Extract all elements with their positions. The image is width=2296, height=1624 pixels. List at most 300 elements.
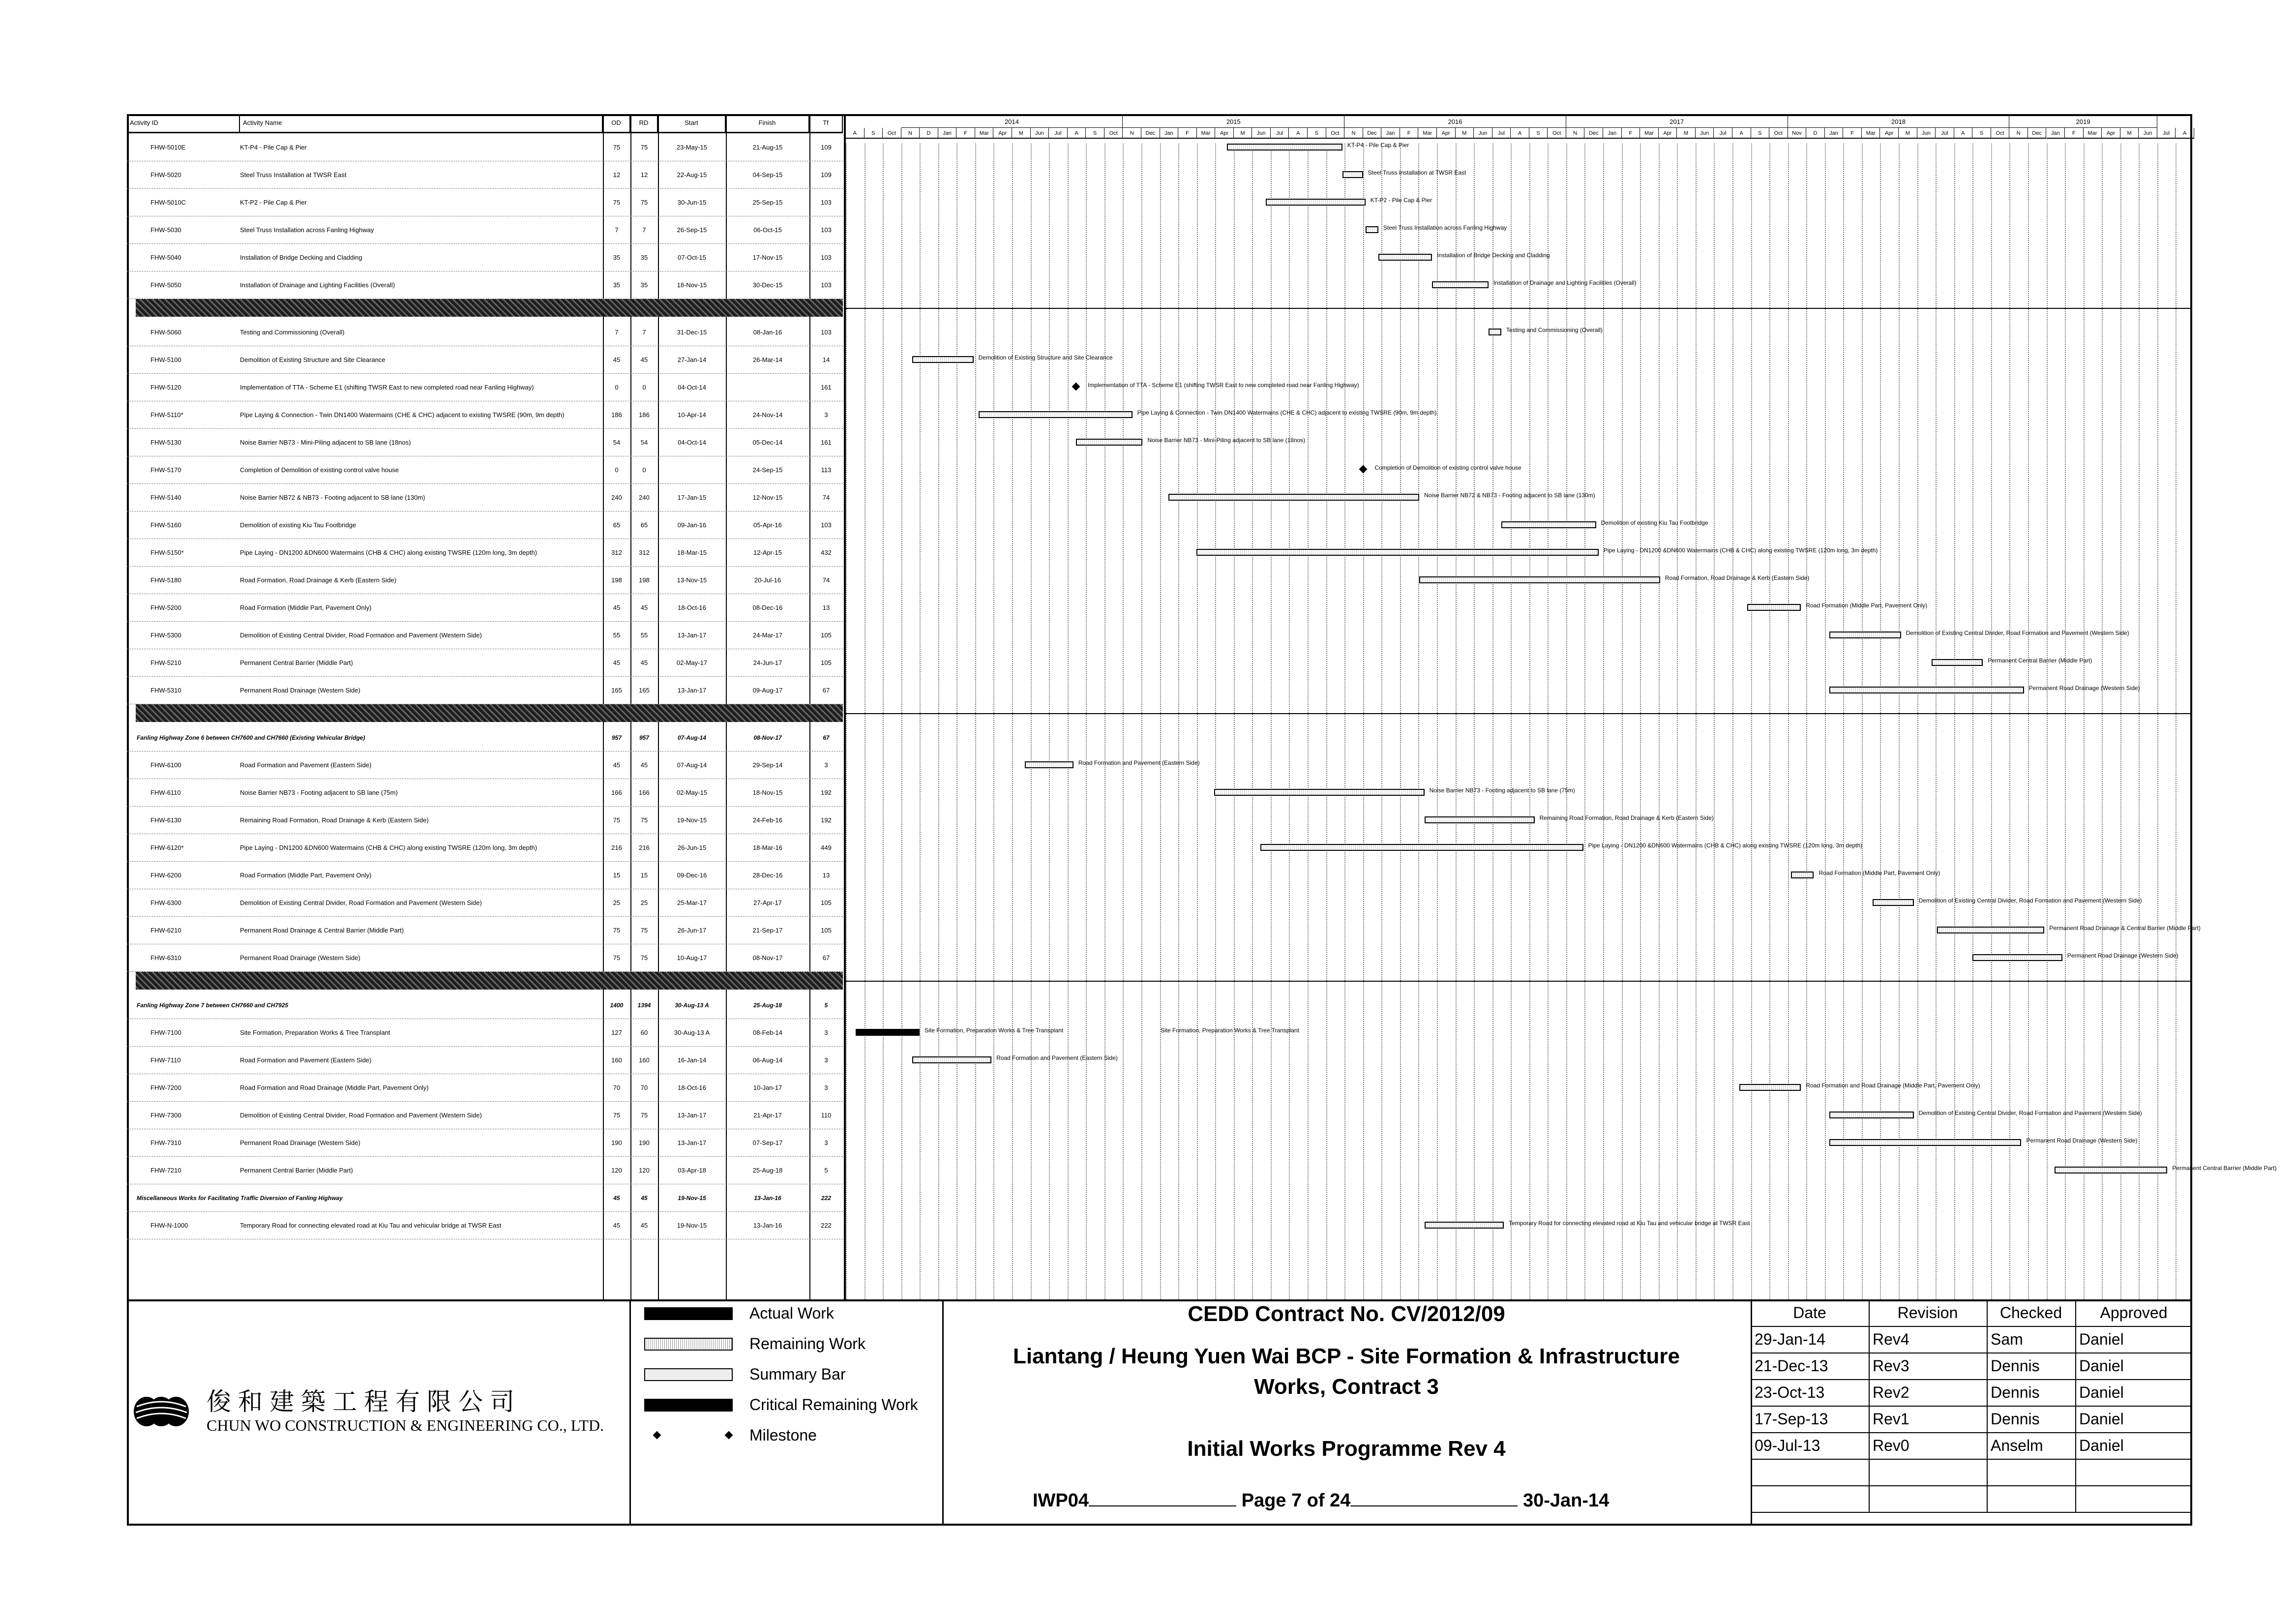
activity-od: 160: [611, 1056, 622, 1064]
activity-tf: 109: [821, 144, 832, 151]
revision-cell: Sam: [1991, 1330, 2023, 1348]
activity-name: Permanent Road Drainage (Western Side): [240, 687, 360, 694]
activity-rd: 7: [642, 226, 646, 234]
revision-cell: Daniel: [2079, 1330, 2124, 1348]
activity-rd: 12: [640, 171, 648, 179]
activity-od: 957: [611, 734, 622, 741]
revision-header: Revision: [1897, 1304, 1958, 1322]
activity-bar[interactable]: [856, 1029, 920, 1036]
revision-row-line: [1751, 1512, 2192, 1513]
header-divider: [127, 132, 843, 133]
activity-tf: 103: [821, 199, 832, 206]
activity-id: FHW-7200: [150, 1084, 181, 1091]
month-label: Jun: [1031, 128, 1049, 139]
company-name-en: CHUN WO CONSTRUCTION & ENGINEERING CO., LTD.: [207, 1416, 604, 1434]
month-gridline: [2028, 144, 2029, 1299]
activity-finish: 25-Aug-18: [752, 1167, 783, 1174]
activity-rd: 60: [640, 1029, 648, 1036]
company-logo: [132, 1392, 191, 1431]
activity-name: Noise Barrier NB73 - Mini-Piling adjacent to SB lane (18nos): [240, 439, 411, 446]
activity-bar[interactable]: [1076, 439, 1142, 446]
activity-finish: 28-Dec-16: [752, 872, 783, 879]
month-gridline: [1197, 144, 1198, 1299]
activity-bar[interactable]: [1214, 789, 1424, 796]
bar-label: Noise Barrier NB72 & NB73 - Footing adjacent to SB lane (130m): [1424, 492, 1595, 499]
month-gridline: [1788, 144, 1789, 1299]
bar-label: Road Formation, Road Drainage & Kerb (Eastern Side): [1665, 574, 1810, 581]
activity-row[interactable]: [127, 1047, 843, 1074]
month-gridline: [1843, 144, 1844, 1299]
activity-finish: 08-Dec-16: [752, 604, 783, 611]
activity-bar[interactable]: [1873, 899, 1913, 906]
activity-od: 45: [613, 761, 621, 769]
activity-finish: 04-Sep-15: [752, 171, 783, 179]
month-label: Jul: [2157, 128, 2176, 139]
activity-row[interactable]: [127, 189, 843, 216]
month-gridline: [2047, 144, 2048, 1299]
activity-bar[interactable]: [912, 356, 974, 363]
month-gridline: [1899, 144, 1900, 1299]
activity-bar[interactable]: [1829, 1112, 1914, 1118]
activity-row[interactable]: [127, 346, 843, 374]
month-label: S: [1529, 128, 1548, 139]
activity-od: 70: [613, 1084, 621, 1091]
revision-cell: 29-Jan-14: [1755, 1330, 1826, 1348]
activity-rd: 75: [640, 816, 648, 824]
activity-row[interactable]: [127, 752, 843, 779]
activity-row[interactable]: [127, 401, 843, 429]
activity-od: 198: [611, 576, 622, 584]
activity-name: Testing and Commissioning (Overall): [240, 329, 345, 336]
activity-bar[interactable]: [1489, 329, 1501, 335]
activity-row[interactable]: [127, 456, 843, 484]
activity-tf: 5: [824, 1167, 828, 1174]
activity-bar[interactable]: [1260, 844, 1583, 851]
activity-tf: 67: [822, 687, 830, 694]
activity-finish: 12-Nov-15: [752, 494, 783, 501]
activity-row[interactable]: [127, 622, 843, 649]
bar-label: Pipe Laying - DN1200 &DN600 Watermains (CHB & CHC) along existing TWSRE (120m long, 3m depth): [1603, 547, 1878, 554]
revision-cell: Daniel: [2079, 1437, 2124, 1454]
activity-row[interactable]: [127, 484, 843, 511]
activity-bar[interactable]: [1378, 254, 1432, 261]
month-label: A: [1954, 128, 1973, 139]
issue-date: 30-Jan-14: [1522, 1490, 1610, 1511]
activity-name: Permanent Central Barrier (Middle Part): [240, 1167, 353, 1174]
activity-id: FHW-5010C: [150, 199, 186, 206]
month-gridline: [1972, 144, 1973, 1299]
month-gridline: [1732, 144, 1733, 1299]
activity-row[interactable]: [127, 216, 843, 244]
month-label: A: [1068, 128, 1086, 139]
month-gridline: [993, 144, 994, 1299]
activity-start: 19-Nov-15: [677, 816, 707, 824]
month-label: A: [1732, 128, 1751, 139]
milestone-icon[interactable]: [1359, 465, 1367, 474]
activity-bar[interactable]: [1932, 659, 1983, 666]
activity-start: 13-Jan-17: [677, 687, 707, 694]
activity-row[interactable]: [127, 724, 843, 752]
month-gridline: [1086, 144, 1087, 1299]
activity-bar[interactable]: [1501, 521, 1596, 528]
month-gridline: [1215, 144, 1216, 1299]
month-label: Jun: [1474, 128, 1492, 139]
activity-od: 216: [611, 844, 622, 851]
activity-finish: 08-Nov-17: [752, 954, 783, 962]
activity-row[interactable]: [127, 779, 843, 807]
activity-bar[interactable]: [1366, 226, 1378, 233]
activity-name: Implementation of TTA - Scheme E1 (shifting TWSR East to new completed road near Fanling Highway): [240, 384, 534, 391]
month-gridline: [956, 144, 957, 1299]
activity-rd: 240: [639, 494, 650, 501]
activity-finish: 29-Sep-14: [752, 761, 783, 769]
activity-id: FHW-6210: [150, 927, 181, 934]
activity-row[interactable]: [127, 992, 843, 1019]
activity-od: 45: [613, 659, 621, 666]
activity-row[interactable]: [127, 539, 843, 567]
activity-finish: 13-Jan-16: [754, 1195, 781, 1202]
month-label: Jun: [2139, 128, 2157, 139]
month-label: Jul: [1049, 128, 1068, 139]
month-label: M: [2120, 128, 2139, 139]
bar-label: Permanent Road Drainage (Western Side): [2067, 952, 2178, 959]
activity-id: FHW-5120: [150, 384, 181, 391]
activity-id: FHW-5180: [150, 576, 181, 584]
activity-start: 03-Apr-18: [678, 1167, 706, 1174]
activity-tf: 3: [824, 1084, 828, 1091]
activity-od: 1400: [610, 1002, 624, 1009]
activity-od: 45: [613, 1222, 621, 1229]
activity-row[interactable]: [127, 1102, 843, 1129]
month-gridline: [1234, 144, 1235, 1299]
month-gridline: [1862, 144, 1863, 1299]
month-label: M: [1677, 128, 1696, 139]
month-label: Jul: [1714, 128, 1732, 139]
activity-start: 18-Oct-16: [678, 1084, 706, 1091]
revision-cell: 17-Sep-13: [1755, 1410, 1828, 1428]
month-gridline: [1252, 144, 1253, 1299]
activity-od: 75: [613, 199, 621, 206]
activity-finish: 26-Mar-14: [753, 356, 782, 363]
bar-label: KT-P2 - Pile Cap & Pier: [1370, 197, 1432, 204]
month-label: Oct: [1769, 128, 1788, 139]
activity-row[interactable]: [127, 161, 843, 189]
activity-od: 7: [615, 329, 619, 336]
month-label: Jul: [1936, 128, 1954, 139]
month-label: Mar: [1197, 128, 1216, 139]
revision-row-line: [1751, 1459, 2192, 1460]
activity-bar[interactable]: [1432, 281, 1489, 288]
activity-start: 31-Dec-15: [677, 329, 707, 336]
activity-bar[interactable]: [1227, 144, 1342, 150]
month-label: Oct: [1326, 128, 1345, 139]
activity-id: FHW-6110: [150, 789, 181, 796]
activity-finish: 06-Oct-15: [753, 226, 782, 234]
activity-bar[interactable]: [1025, 761, 1073, 768]
activity-name: Temporary Road for connecting elevated road at Kiu Tau and vehicular bridge at TWSR East: [240, 1222, 502, 1229]
month-gridline: [1677, 144, 1678, 1299]
activity-tf: 103: [821, 281, 832, 289]
activity-rd: 186: [639, 411, 650, 419]
month-gridline: [2157, 144, 2158, 1299]
activity-row[interactable]: [127, 1157, 843, 1184]
month-label: N: [1566, 128, 1585, 139]
month-gridline: [1917, 144, 1918, 1299]
month-label: Apr: [1659, 128, 1677, 139]
activity-od: 240: [611, 494, 622, 501]
month-label: Apr: [1215, 128, 1234, 139]
activity-bar[interactable]: [1791, 872, 1814, 878]
activity-tf: 3: [824, 1056, 828, 1064]
bar-label: Road Formation and Pavement (Eastern Side): [996, 1054, 1118, 1061]
activity-row[interactable]: [127, 244, 843, 271]
bar-label: Noise Barrier NB73 - Mini-Piling adjacent to SB lane (18nos): [1147, 437, 1306, 444]
activity-row[interactable]: [127, 1212, 843, 1239]
milestone-icon[interactable]: [1072, 383, 1080, 391]
activity-bar[interactable]: [1419, 576, 1660, 583]
activity-od: 55: [613, 632, 621, 639]
summary-name: Miscellaneous Works for Facilitating Traffic Diversion of Fanling Highway: [137, 1195, 343, 1202]
month-gridline: [1714, 144, 1715, 1299]
activity-finish: 21-Sep-17: [752, 927, 783, 934]
activity-bar[interactable]: [1829, 632, 1901, 638]
activity-bar[interactable]: [1972, 954, 2062, 961]
activity-bar[interactable]: [1739, 1084, 1801, 1091]
activity-finish: [726, 374, 809, 401]
activity-row[interactable]: [127, 889, 843, 917]
gantt-chart: [844, 114, 2277, 1299]
activity-id: FHW-5050: [150, 281, 181, 289]
activity-name: Steel Truss Installation at TWSR East: [240, 171, 347, 179]
activity-rd: 45: [640, 761, 648, 769]
activity-id: FHW-5300: [150, 632, 181, 639]
activity-rd: 75: [640, 927, 648, 934]
bar-label: Demolition of Existing Central Divider, Road Formation and Pavement (Western Side): [1918, 897, 2142, 904]
activity-id: FHW-5200: [150, 604, 181, 611]
activity-finish: 08-Feb-14: [753, 1029, 782, 1036]
activity-id: FHW-7210: [150, 1167, 181, 1174]
activity-bar[interactable]: [1196, 549, 1599, 556]
activity-row[interactable]: [127, 1184, 843, 1212]
header-od: OD: [603, 114, 630, 132]
year-label: 2015: [1123, 116, 1344, 128]
activity-id: FHW-7110: [150, 1056, 181, 1064]
activity-row[interactable]: [127, 834, 843, 862]
summary-name: Fanling Highway Zone 7 between CH7660 and CH7925: [137, 1002, 289, 1009]
activity-start: 10-Aug-17: [677, 954, 707, 962]
bar-label: Site Formation, Preparation Works & Tree Transplant: [1161, 1027, 1299, 1034]
activity-row[interactable]: [127, 271, 843, 299]
activity-row[interactable]: [127, 319, 843, 346]
month-gridline: [1326, 144, 1327, 1299]
revision-cell: Rev4: [1873, 1330, 1909, 1348]
activity-row[interactable]: [127, 677, 843, 704]
activity-start: 04-Oct-14: [678, 439, 706, 446]
revision-header: Checked: [1999, 1304, 2062, 1322]
activity-id: FHW-5060: [150, 329, 181, 336]
activity-tf: 103: [821, 254, 832, 261]
bar-label: Steel Truss Installation across Fanling Highway: [1383, 224, 1507, 231]
month-gridline: [1511, 144, 1512, 1299]
activity-row[interactable]: [127, 1019, 843, 1047]
legend-summary-swatch: [644, 1368, 733, 1381]
activity-finish: 12-Apr-15: [753, 549, 782, 556]
activity-od: 0: [615, 384, 619, 391]
activity-tf: 110: [821, 1112, 832, 1119]
activity-row[interactable]: [127, 1129, 843, 1157]
activity-id: FHW-6130: [150, 816, 181, 824]
activity-bar[interactable]: [1829, 1139, 2022, 1146]
month-label: A: [1511, 128, 1529, 139]
month-gridline: [1566, 144, 1567, 1299]
activity-finish: 30-Dec-15: [752, 281, 783, 289]
activity-row[interactable]: [127, 374, 843, 401]
header-start: Start: [658, 114, 726, 132]
activity-bar[interactable]: [1425, 816, 1535, 823]
activity-tf: 3: [824, 1139, 828, 1146]
activity-start: 22-Aug-15: [677, 171, 707, 179]
bar-label: Permanent Central Barrier (Middle Part): [2172, 1165, 2277, 1172]
month-label: Dec: [1584, 128, 1603, 139]
activity-rd: 75: [640, 199, 648, 206]
activity-row[interactable]: [127, 807, 843, 834]
activity-bar[interactable]: [979, 411, 1133, 418]
activity-row[interactable]: [127, 134, 843, 161]
activity-bar[interactable]: [2055, 1167, 2167, 1173]
activity-finish: 25-Sep-15: [752, 199, 783, 206]
activity-row[interactable]: [127, 649, 843, 677]
activity-bar[interactable]: [1747, 604, 1801, 611]
activity-bar[interactable]: [1168, 494, 1420, 501]
month-label: A: [1289, 128, 1308, 139]
activity-tf: 161: [821, 384, 832, 391]
month-label: F: [1400, 128, 1419, 139]
revision-cell: 09-Jul-13: [1755, 1437, 1820, 1454]
bar-label: Testing and Commissioning (Overall): [1506, 327, 1603, 333]
activity-bar[interactable]: [912, 1056, 992, 1063]
activity-finish: 05-Dec-14: [752, 439, 783, 446]
activity-id: FHW-6200: [150, 872, 181, 879]
project-title-line2: Works, Contract 3: [1254, 1375, 1439, 1399]
month-label: M: [1234, 128, 1252, 139]
activity-start: 26-Jun-15: [677, 844, 707, 851]
month-gridline: [1751, 144, 1752, 1299]
month-gridline: [2065, 144, 2066, 1299]
legend-critical-swatch: [644, 1399, 733, 1412]
month-label: F: [956, 128, 975, 139]
activity-tf: 3: [824, 1029, 828, 1036]
month-gridline: [1584, 144, 1585, 1299]
company-name-cn: 俊和建築工程有限公司: [207, 1387, 521, 1416]
activity-finish: 24-Nov-14: [752, 411, 783, 419]
bar-label: KT-P4 - Pile Cap & Pier: [1347, 142, 1409, 149]
activity-row[interactable]: [127, 944, 843, 972]
activity-rd: 166: [639, 789, 650, 796]
activity-row[interactable]: [127, 862, 843, 889]
activity-row[interactable]: [127, 594, 843, 622]
activity-row[interactable]: [127, 1074, 843, 1102]
revision-cell: Rev1: [1873, 1410, 1909, 1428]
month-label: S: [1308, 128, 1326, 139]
month-label: S: [1972, 128, 1991, 139]
activity-id: FHW-6300: [150, 899, 181, 906]
month-gridline: [1936, 144, 1937, 1299]
bar-label: Site Formation, Preparation Works & Tree Transplant: [924, 1027, 1064, 1034]
activity-rd: 75: [640, 1112, 648, 1119]
activity-rd: 55: [640, 632, 648, 639]
month-gridline: [1104, 144, 1105, 1299]
month-label: F: [1178, 128, 1197, 139]
activity-start: 19-Nov-15: [677, 1222, 707, 1229]
activity-bar[interactable]: [1425, 1222, 1504, 1229]
activity-name: Road Formation (Middle Part, Pavement Only): [240, 604, 372, 611]
group-band: [136, 704, 843, 722]
activity-tf: 105: [821, 927, 832, 934]
activity-tf: 105: [821, 632, 832, 639]
activity-bar[interactable]: [1829, 687, 2024, 693]
activity-name: Pipe Laying - DN1200 &DN600 Watermains (CHB & CHC) along existing TWSRE (120m long, 3m depth): [240, 844, 537, 851]
activity-tf: 105: [821, 899, 832, 906]
header-tf: Tf: [809, 114, 843, 132]
activity-id: FHW-6310: [150, 954, 181, 962]
activity-row[interactable]: [127, 429, 843, 456]
month-gridline: [1622, 144, 1623, 1299]
page-number: Page 7 of 24: [1241, 1490, 1351, 1511]
activity-name: Pipe Laying - DN1200 &DN600 Watermains (CHB & CHC) along existing TWSRE (120m long, 3m depth): [240, 549, 537, 556]
activity-bar[interactable]: [1937, 927, 2045, 933]
bar-label: Road Formation (Middle Part, Pavement Only): [1819, 870, 1940, 876]
activity-bar[interactable]: [1342, 171, 1363, 178]
activity-row[interactable]: [127, 567, 843, 594]
activity-rd: 45: [640, 659, 648, 666]
month-gridline: [1012, 144, 1013, 1299]
activity-tf: 432: [821, 549, 832, 556]
activity-od: 54: [613, 439, 621, 446]
month-label: Apr: [993, 128, 1012, 139]
month-label: S: [1751, 128, 1770, 139]
month-gridline: [1160, 144, 1161, 1299]
activity-name: Permanent Central Barrier (Middle Part): [240, 659, 353, 666]
group-band: [136, 299, 843, 317]
month-label: M: [1899, 128, 1917, 139]
activity-rd: 1394: [637, 1002, 651, 1009]
activity-start: 25-Mar-17: [677, 899, 707, 906]
activity-row[interactable]: [127, 917, 843, 944]
activity-od: 45: [613, 356, 621, 363]
activity-od: 7: [615, 226, 619, 234]
month-gridline: [1308, 144, 1309, 1299]
activity-name: Installation of Drainage and Lighting Facilities (Overall): [240, 281, 395, 289]
revision-row-line: [1751, 1485, 2192, 1486]
year-label: 2016: [1344, 116, 1566, 128]
activity-id: FHW-N-1000: [150, 1222, 188, 1229]
month-label: Jun: [1696, 128, 1714, 139]
activity-name: Demolition of Existing Central Divider, Road Formation and Pavement (Western Side): [240, 1112, 482, 1119]
month-gridline: [1271, 144, 1272, 1299]
month-label: Dec: [1363, 128, 1382, 139]
activity-name: Permanent Road Drainage (Western Side): [240, 1139, 360, 1146]
bar-label: Permanent Central Barrier (Middle Part): [1988, 657, 2092, 664]
legend-critical-label: Critical Remaining Work: [749, 1396, 918, 1413]
activity-rd: 70: [640, 1084, 648, 1091]
activity-id: FHW-5040: [150, 254, 181, 261]
revision-cell: Rev0: [1873, 1437, 1909, 1454]
revision-cell: Rev2: [1873, 1383, 1909, 1401]
header-activity-name: Activity Name: [240, 114, 603, 132]
activity-row[interactable]: [127, 511, 843, 539]
activity-tf: 67: [822, 954, 830, 962]
activity-bar[interactable]: [1266, 199, 1366, 206]
